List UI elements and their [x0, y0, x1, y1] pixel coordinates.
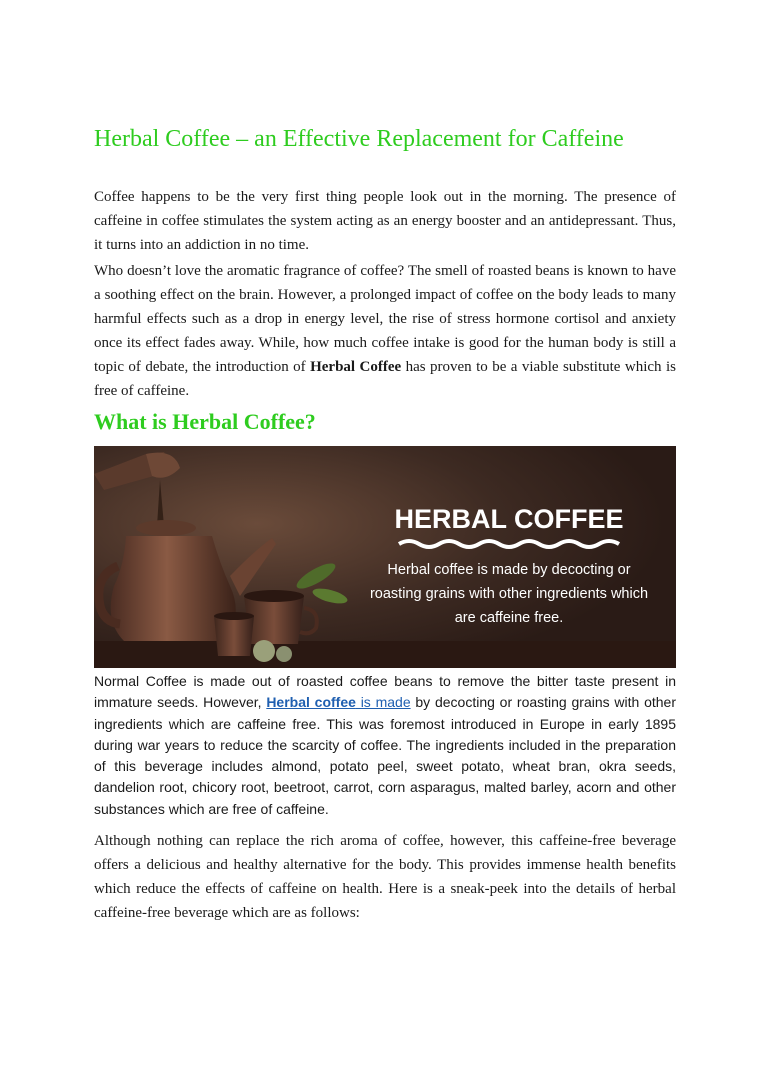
herbal-coffee-bold: Herbal Coffee — [310, 359, 402, 375]
paragraph-normal-coffee-text: Normal Coffee is made out of roasted coffee beans to remove the bitter taste present in immature seeds. However, — [94, 673, 676, 711]
herbal-coffee-link[interactable] — [266, 694, 410, 710]
banner-line-2: roasting grains with other ingredients which — [369, 586, 649, 602]
herbal-coffee-banner-image — [94, 446, 676, 668]
paragraph-normal-coffee — [94, 671, 676, 820]
paragraph-aroma-end: has proven to be a viable substitute which is free of caffeine. — [94, 359, 676, 399]
paragraph-aroma-text: Who doesn’t love the aromatic fragrance of coffee? The smell of roasted beans is known to have a soothing effect on the brain. However, a prolonged impact of coffee on the body leads to many harmful effects such as a drop in energy level, the rise of stress hormone cortisol and anxiety once its effect fades away. While, how much coffee intake is good for the human body is still a topic of debate, the introduction of — [94, 263, 676, 375]
section-heading: What is Herbal Coffee? — [94, 409, 316, 434]
banner-line-3: are caffeine free. — [454, 610, 564, 626]
herbal-coffee-link-rest: is made — [355, 694, 411, 711]
paragraph-alternative: Although nothing can replace the rich aroma of coffee, however, this caffeine-free beverage offers a delicious and healthy alternative for the body. This provides immense health benefits which reduce the effects of caffeine on health. Here is a sneak-peek into the details of herbal caffeine-free beverage which are as follows: — [94, 833, 676, 921]
paragraph-normal-coffee-end: by decocting or roasting grains with other ingredients which are caffeine free. This was foremost introduced in Europe in early 1895 during war years to reduce the scarcity of coffee. The ingredients included in the preparation of this beverage includes almond, potato peel, sweet potato, wheat bran, okra seeds, dandelion root, chicory root, beetroot, carrot, corn asparagus, malted barley, acorn and other substances which are free of caffeine. — [94, 694, 676, 817]
banner-heading: HERBAL COFFEE — [394, 504, 624, 534]
banner-illustration — [94, 446, 676, 668]
paragraph-aroma — [94, 259, 676, 403]
intro-paragraph: Coffee happens to be the very first thing people look out in the morning. The presence of caffeine in coffee stimulates the system acting as an energy booster and an antidepressant. Thus, it turns into an addiction in no time. — [94, 189, 676, 253]
banner-line-1: Herbal coffee is made by decocting or — [387, 562, 631, 578]
herbal-coffee-link-bold: Herbal coffee — [266, 694, 356, 711]
page-title: Herbal Coffee – an Effective Replacement for Caffeine — [94, 126, 624, 152]
